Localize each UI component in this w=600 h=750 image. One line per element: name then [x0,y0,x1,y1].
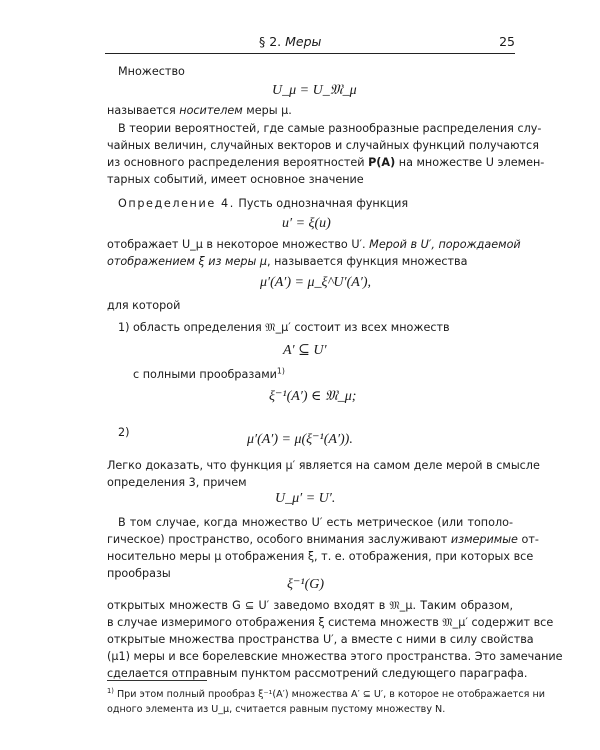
text-line: прообразы [107,567,171,580]
text-line: называется носителем меры μ. [107,104,292,117]
definition-label: Определение 4. [118,197,235,210]
formula: ξ⁻¹(A′) ∈ 𝔐_μ; [269,389,357,404]
formula: U_μ = U_𝔐_μ [272,83,357,98]
definition-line: Определение 4. Пусть однозначная функция [118,197,409,210]
text-line: гическое) пространство, особого внимания заслуживают измеримые от- [107,533,539,546]
text-line: определения 3, причем [107,476,247,489]
footnote-marker: 1) [276,366,285,376]
footnote-rule [107,680,207,681]
footnote-marker: 1) [107,686,114,695]
text-line: из основного распределения вероятностей P(A) на множестве U элемен- [107,156,545,169]
text-line: тарных событий, имеет основное значение [107,173,364,186]
text-line: открытых множеств G ⊆ U′ заведомо входят в 𝔐_μ. Таким образом, [107,599,513,612]
footnote: $^{1)}$ При этом полный прообраз ξ⁻¹(A′) множества A′ ⊆ U′, в которое не отображается ни [107,686,545,700]
text-line: с полными прообразами$^{1)}$ [133,366,285,381]
text-line: (μ1) меры и все борелевские множества этого пространства. Это замечание [107,650,563,663]
header-rule [105,53,515,54]
text-line: Множество [118,65,185,78]
text-line: чайных величин, случайных векторов и случайных функций получаются [107,139,539,152]
text-line: в случае измеримого отображения ξ система множеств 𝔐_μ′ содержит все [107,616,554,629]
formula: μ′(A′) = μ_ξ^U′(A′), [260,275,372,290]
formula: A′ ⊆ U′ [283,343,327,358]
list-item: 1) область определения 𝔐_μ′ состоит из всех множеств [118,321,450,334]
list-item: 2) [118,426,130,439]
text-line: В том случае, когда множество U′ есть метрическое (или тополо- [118,516,513,529]
text-line: открытые множества пространства U′, а вместе с ними в силу свойства [107,633,534,646]
emphasis-term: носителем [179,104,243,117]
text-line: для которой [107,299,181,312]
probability-symbol: P(A) [368,156,396,169]
formula: ξ⁻¹(G) [287,577,325,592]
formula: u′ = ξ(u) [282,216,331,231]
formula: μ′(A′) = μ(ξ⁻¹(A′)). [247,432,353,447]
text-line: Легко доказать, что функция μ′ является на самом деле мерой в смысле [107,459,540,472]
formula: U_μ′ = U′. [275,491,336,506]
text-line: сделается отправным пунктом рассмотрений следующего параграфа. [107,667,528,680]
footnote: одного элемента из U_μ, считается равным пустому множеству N. [107,704,446,715]
page-number: 25 [499,34,515,49]
running-header [107,34,515,52]
section-heading: § 2. Меры [259,34,322,49]
text-line: В теории вероятностей, где самые разнообразные распределения слу- [118,122,542,135]
text-line: носительно меры μ отображения ξ, т. е. отображения, при которых все [107,550,534,563]
text-line: отображением ξ из меры μ, называется функция множества [107,255,468,268]
text-line: отображает U_μ в некоторое множество U′. Мерой в U′, порождаемой [107,238,521,251]
